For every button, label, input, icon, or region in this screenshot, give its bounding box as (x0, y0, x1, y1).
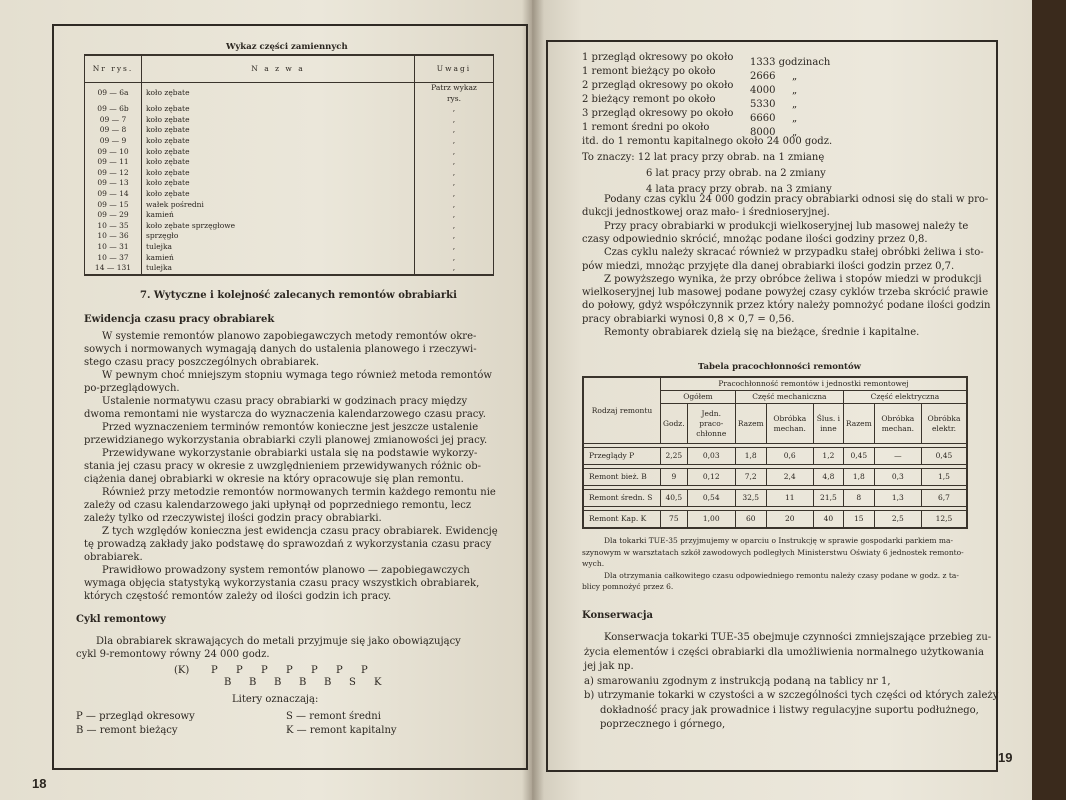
table-row (85, 115, 494, 126)
parts-cell-notes: , (415, 253, 494, 264)
parts-cell-name: sprzęgło (142, 231, 415, 242)
table-row (85, 125, 494, 136)
text-line: wymaga objęcia statystyką wykorzystania czasu pracy wszystkich obrabiarek, (84, 578, 480, 589)
text-line: stego czasu pracy poszczególnych obrabiarek. (84, 357, 320, 368)
text-line: ciążenia danej obrabiarki w okresie na który opracowuje się plan remontu. (84, 474, 464, 485)
text-line: czasy odpowiednio skrócić, mnożąc podane ilości godziny przez 0,8. (582, 233, 928, 245)
work-cell: 40,5 (661, 490, 688, 507)
work-cell: 0,03 (687, 448, 735, 465)
table-row (583, 511, 967, 528)
parts-cell-name: koło zębate (142, 136, 415, 147)
schedule-label: 2 bieżący remont po około (582, 94, 716, 105)
text-line: Konserwacja tokarki TUE-35 obejmuje czynności zmniejszające przebieg zu- (604, 632, 992, 643)
work-cell: 21,5 (813, 490, 843, 507)
text-line: tę prowadzą zakłady jako podstawę do sprawozdań z wykorzystania czasu pracy (84, 539, 492, 550)
table-row (85, 210, 494, 221)
work-cell: 6,7 (921, 490, 967, 507)
work-cell: 2,4 (766, 469, 813, 486)
work-cell: 1,2 (813, 448, 843, 465)
footnote-line: Dla otrzymania całkowitego czasu odpowiedniego remontu należy czasy podane w godz. z ta- (604, 570, 959, 580)
parts-cell-notes: , (415, 168, 494, 179)
parts-cell-name: koło zębate (142, 125, 415, 136)
parts-cell-nr: 09 — 10 (85, 147, 142, 158)
parts-cell-name: koło zębate (142, 115, 415, 126)
table-row (583, 469, 967, 486)
work-cell: 2,5 (874, 511, 921, 528)
parts-cell-nr: 09 — 6b (85, 104, 142, 115)
parts-cell-name: koło zębate (142, 104, 415, 115)
work-cell: 1,00 (687, 511, 735, 528)
text-line: zależy od czasu kalendarzowego jaki upłynął od poprzedniego remontu, lecz (84, 500, 472, 511)
parts-cell-nr: 09 — 9 (85, 136, 142, 147)
table-row (583, 448, 967, 465)
text-line: Podany czas cyklu 24 000 godzin pracy obrabiarki odnosi się do stali w pro- (604, 194, 989, 205)
table-row (85, 221, 494, 232)
text-line: W pewnym choć mniejszym stopniu wymaga tego również metoda remontów (102, 370, 492, 381)
parts-cell-name: koło zębate (142, 168, 415, 179)
text-line: przewidzianego wykorzystania obrabiarki czyli planowej zmianowości jej pracy. (84, 435, 488, 446)
footnote-line: wych. (582, 559, 605, 568)
parts-cell-nr: 09 — 6a (85, 83, 142, 105)
schedule-label: 1 remont średni po około (582, 122, 710, 133)
legend-k: K — remont kapitalny (286, 725, 397, 736)
work-cell: 9 (661, 469, 688, 486)
schedule-value: 4000 (750, 85, 776, 96)
parts-cell-notes: , (415, 115, 494, 126)
work-header-obr-mech2: Obróbka mechan. (874, 404, 921, 444)
parts-note-line: Patrz wykaz (431, 83, 477, 92)
text-line: sowych i normowanych wymagają danych do ustalenia planowego i rzeczywi- (84, 344, 477, 355)
footnote-line: blicy pomnożyć przez 6. (582, 582, 674, 591)
work-header-mech: Część mechaniczna (735, 391, 843, 404)
parts-cell-notes: , (415, 242, 494, 253)
text-line: życia elementów i części obrabiarki dla umożliwienia normalnego użytkowania (584, 646, 984, 658)
footnote-line: Dla tokarki TUE-35 przyjmujemy w oparciu o Instrukcję w sprawie gospodarki parkiem ma- (604, 536, 953, 545)
subsection-ewidencja: Ewidencja czasu pracy obrabiarek (84, 314, 275, 325)
page-number-right: 19 (998, 750, 1013, 765)
parts-cell-notes: , (415, 157, 494, 168)
work-header-razem2: Razem (843, 404, 874, 444)
work-header-obr-elek: Obróbka elektr. (921, 404, 967, 444)
text-line: Ustalenie normatywu czasu pracy obrabiarki w godzinach pracy między (102, 396, 468, 407)
work-cell: 0,54 (687, 490, 735, 507)
text-line: pów miedzi, mnożąc przyjęte dla danej obrabiarki ilości godzin przez 0,7. (582, 260, 955, 272)
parts-title: Wykaz części zamiennych (226, 42, 348, 52)
text-line: Przewidywane wykorzystanie obrabiarki ustala się na podstawie wykorzy- (102, 448, 478, 459)
cycle-letter: P (211, 665, 218, 676)
table-row (85, 231, 494, 242)
schedule-value: 2666 (750, 71, 776, 82)
table-row (85, 136, 494, 147)
table-row (85, 189, 494, 200)
parts-header-nr: Nr rys. (85, 55, 142, 83)
text-line: Czas cyklu należy skracać również w przypadku stałej obróbki żeliwa i sto- (604, 247, 984, 259)
table-row (85, 157, 494, 168)
parts-cell-nr: 10 — 31 (85, 242, 142, 253)
text-line: Przy pracy obrabiarki w produkcji wielkoseryjnej lub masowej należy te (604, 220, 969, 232)
schedule-meaning: 6 lat pracy przy obrab. na 2 zmiany (646, 168, 826, 179)
footnote-line: szynowym w warsztatach szkół zawodowych podległych Ministerstwu Oświaty 6 jednostek remonto- (582, 547, 964, 557)
parts-cell-notes (415, 83, 494, 105)
work-header-slus: Ślus. i inne (813, 404, 843, 444)
table-row (85, 242, 494, 253)
parts-cell-nr: 09 — 15 (85, 200, 142, 211)
work-cell: 0,45 (843, 448, 874, 465)
work-header-godz: Godz. (661, 404, 688, 444)
cycle-letter: B (274, 677, 282, 688)
schedule-ditto: „ (792, 127, 798, 138)
parts-cell-notes: , (415, 125, 494, 136)
work-cell: Remont średn. S (583, 490, 661, 507)
text-line: a) smarowaniu zgodnym z instrukcją podaną na tablicy nr 1, (584, 675, 891, 687)
page-number-left: 18 (32, 776, 47, 791)
parts-cell-notes: , (415, 200, 494, 211)
schedule-meaning: To znaczy: 12 lat pracy przy obrab. na 1 zmianę (582, 152, 825, 163)
parts-cell-notes: , (415, 231, 494, 242)
parts-cell-name: koło zębate (142, 157, 415, 168)
work-cell: Remont bież. B (583, 469, 661, 486)
text-line: cykl 9-remontowy równy 24 000 godz. (76, 649, 270, 660)
work-cell: 32,5 (735, 490, 766, 507)
work-header-elek: Część elektryczna (843, 391, 967, 404)
work-table-body (583, 444, 967, 528)
work-cell: 7,2 (735, 469, 766, 486)
cycle-letter: P (286, 665, 293, 676)
work-cell: Przeglądy P (583, 448, 661, 465)
work-header-razem: Razem (735, 404, 766, 444)
text-line: których częstość remontów zależy od ilości godzin ich pracy. (84, 591, 392, 602)
work-cell: 15 (843, 511, 874, 528)
work-cell: 1,3 (874, 490, 921, 507)
work-cell: 0,45 (921, 448, 967, 465)
parts-cell-name: kamień (142, 210, 415, 221)
parts-cell-notes: , (415, 210, 494, 221)
schedule-label: 1 przegląd okresowy po około (582, 52, 734, 63)
work-header-ogolem: Ogółem (661, 391, 736, 404)
work-cell: 4,8 (813, 469, 843, 486)
schedule-ditto: „ (792, 113, 798, 124)
work-header-rodzaj: Rodzaj remontu (583, 377, 661, 444)
legend-s: S — remont średni (286, 711, 381, 722)
work-cell: 1,8 (735, 448, 766, 465)
table-row (85, 263, 494, 275)
work-cell: 40 (813, 511, 843, 528)
text-line: Z powyższego wynika, że przy obróbce żeliwa i stopów miedzi w produkcji (604, 273, 982, 285)
text-line: Z tych względów konieczna jest ewidencja czasu pracy obrabiarek. Ewidencję (102, 526, 498, 537)
work-cell: Remont Kap. K (583, 511, 661, 528)
text-line: obrabiarek. (84, 552, 143, 563)
work-cell: 1,5 (921, 469, 967, 486)
work-cell: 75 (661, 511, 688, 528)
work-header-jedn: Jedn. praco- chłonne (687, 404, 735, 444)
cycle-letter: B (224, 677, 232, 688)
table-row (85, 168, 494, 179)
parts-cell-nr: 14 — 131 (85, 263, 142, 275)
work-cell: 8 (843, 490, 874, 507)
section-title: 7. Wytyczne i kolejność zalecanych remontów obrabiarki (140, 290, 457, 301)
text-line: b) utrzymanie tokarki w czystości a w szczególności tych części od których zależy (584, 690, 999, 701)
text-line: Przed wyznaczeniem terminów remontów konieczne jest jeszcze ustalenie (102, 422, 479, 433)
work-header-group: Pracochłonność remontów i jednostki remontowej (661, 377, 968, 391)
parts-cell-nr: 09 — 13 (85, 178, 142, 189)
work-cell: — (874, 448, 921, 465)
text-line: jej jak np. (584, 661, 634, 672)
text-line: po-przeglądowych. (84, 383, 180, 394)
parts-cell-nr: 09 — 8 (85, 125, 142, 136)
parts-cell-nr: 10 — 35 (85, 221, 142, 232)
parts-table (84, 54, 494, 276)
parts-cell-name: tulejka (142, 242, 415, 253)
parts-cell-nr: 10 — 37 (85, 253, 142, 264)
parts-cell-nr: 09 — 29 (85, 210, 142, 221)
table-row (85, 253, 494, 264)
legend-title: Litery oznaczają: (232, 694, 319, 705)
subsection-cykl: Cykl remontowy (76, 614, 166, 625)
legend-b: B — remont bieżący (76, 725, 178, 736)
parts-cell-notes: , (415, 221, 494, 232)
cycle-letter: P (311, 665, 318, 676)
parts-cell-notes: , (415, 104, 494, 115)
text-line: stania jej czasu pracy w okresie z uwzględnieniem przewidywanych różnic ob- (84, 461, 481, 472)
text-line: Dla obrabiarek skrawających do metali przyjmuje się jako obowiązujący (96, 636, 461, 647)
cycle-letter: B (249, 677, 257, 688)
text-line: Również przy metodzie remontów normowanych termin każdego remontu nie (102, 487, 496, 498)
work-cell: 60 (735, 511, 766, 528)
parts-cell-name: koło zębate sprzęgłowe (142, 221, 415, 232)
parts-header-notes: Uwagi (415, 55, 494, 83)
konserwacja-title: Konserwacja (582, 610, 653, 621)
work-table-title: Tabela pracochłonności remontów (698, 362, 861, 372)
schedule-value: 8000 (750, 127, 776, 138)
parts-table-body (85, 83, 494, 275)
parts-cell-name: koło zębate (142, 178, 415, 189)
parts-cell-name: kamień (142, 253, 415, 264)
schedule-ditto: „ (792, 71, 798, 82)
work-cell: 1,8 (843, 469, 874, 486)
table-row (583, 490, 967, 507)
cycle-letter: (K) (174, 665, 190, 676)
text-line: dwoma remontami nie wystarcza do wyznaczenia kalendarzowego czasu pracy. (84, 409, 486, 420)
cycle-letter: P (236, 665, 243, 676)
parts-note-line: rys. (446, 93, 462, 103)
text-line: dukcji jednostkowej oraz mało- i średnioseryjnej. (582, 207, 830, 219)
parts-cell-nr: 09 — 12 (85, 168, 142, 179)
text-line: pracy obrabiarki wynosi 0,8 × 0,7 = 0,56. (582, 313, 795, 325)
schedule-label: 3 przegląd okresowy po około (582, 108, 734, 119)
table-row (85, 178, 494, 189)
parts-cell-name: koło zębate (142, 83, 415, 105)
legend-p: P — przegląd okresowy (76, 711, 195, 722)
parts-header-name: N a z w a (142, 55, 415, 83)
cycle-letter: P (361, 665, 368, 676)
table-row (85, 147, 494, 158)
parts-cell-notes: , (415, 136, 494, 147)
work-cell: 20 (766, 511, 813, 528)
work-cell: 11 (766, 490, 813, 507)
parts-cell-nr: 09 — 7 (85, 115, 142, 126)
parts-cell-notes: , (415, 178, 494, 189)
schedule-ditto: „ (792, 85, 798, 96)
work-table (582, 376, 968, 529)
parts-cell-nr: 09 — 11 (85, 157, 142, 168)
text-line: do połowy, gdyż współczynnik przez który należy pomnożyć podane ilości godzin (582, 300, 991, 312)
parts-cell-notes: , (415, 263, 494, 275)
schedule-value: 5330 (750, 99, 776, 110)
cycle-letter: K (374, 677, 382, 688)
table-row (85, 83, 494, 105)
work-cell: 0,6 (766, 448, 813, 465)
cycle-letter: B (324, 677, 332, 688)
parts-cell-nr: 09 — 14 (85, 189, 142, 200)
work-cell: 2,25 (661, 448, 688, 465)
parts-cell-notes: , (415, 189, 494, 200)
cycle-letter: P (336, 665, 343, 676)
text-line: dokładność pracy jak prowadnice i listwy regulacyjne suportu podłużnego, (600, 704, 979, 716)
schedule-value: 6660 (750, 113, 776, 124)
text-line: Remonty obrabiarek dzielą się na bieżące, średnie i kapitalne. (604, 327, 920, 338)
text-line: Prawidłowo prowadzony system remontów planowo — zapobiegawczych (102, 565, 470, 576)
text-line: W systemie remontów planowo zapobiegawczych metody remontów okre- (102, 331, 477, 342)
parts-cell-name: tulejka (142, 263, 415, 275)
schedule-label: 2 przegląd okresowy po około (582, 80, 734, 91)
work-cell: 12,5 (921, 511, 967, 528)
cycle-letter: B (299, 677, 307, 688)
work-cell: 0,3 (874, 469, 921, 486)
text-line: wielkoseryjnej lub masowej podane powyżej czasy cyklów trzeba skrócić prawie (582, 287, 989, 299)
parts-cell-name: koło zębate (142, 147, 415, 158)
schedule-ditto: „ (792, 99, 798, 110)
schedule-end: itd. do 1 remontu kapitalnego około 24 000 godz. (582, 136, 833, 147)
cycle-letter: S (349, 677, 356, 688)
schedule-label: 1 remont bieżący po około (582, 66, 716, 77)
work-header-obr-mech: Obróbka mechan. (766, 404, 813, 444)
parts-cell-name: wałek pośredni (142, 200, 415, 211)
work-cell: 0,12 (687, 469, 735, 486)
parts-cell-name: koło zębate (142, 189, 415, 200)
parts-cell-nr: 10 — 36 (85, 231, 142, 242)
text-line: poprzecznego i górnego, (600, 719, 726, 730)
table-row (85, 104, 494, 115)
cycle-letter: P (261, 665, 268, 676)
table-row (85, 200, 494, 211)
parts-cell-notes: , (415, 147, 494, 158)
schedule-value: 1333 godzinach (750, 57, 831, 68)
text-line: zależy tylko od rzeczywistej ilości godzin pracy obrabiarki. (84, 513, 382, 524)
schedule-meaning: 4 lata pracy przy obrab. na 3 zmiany (646, 184, 832, 195)
